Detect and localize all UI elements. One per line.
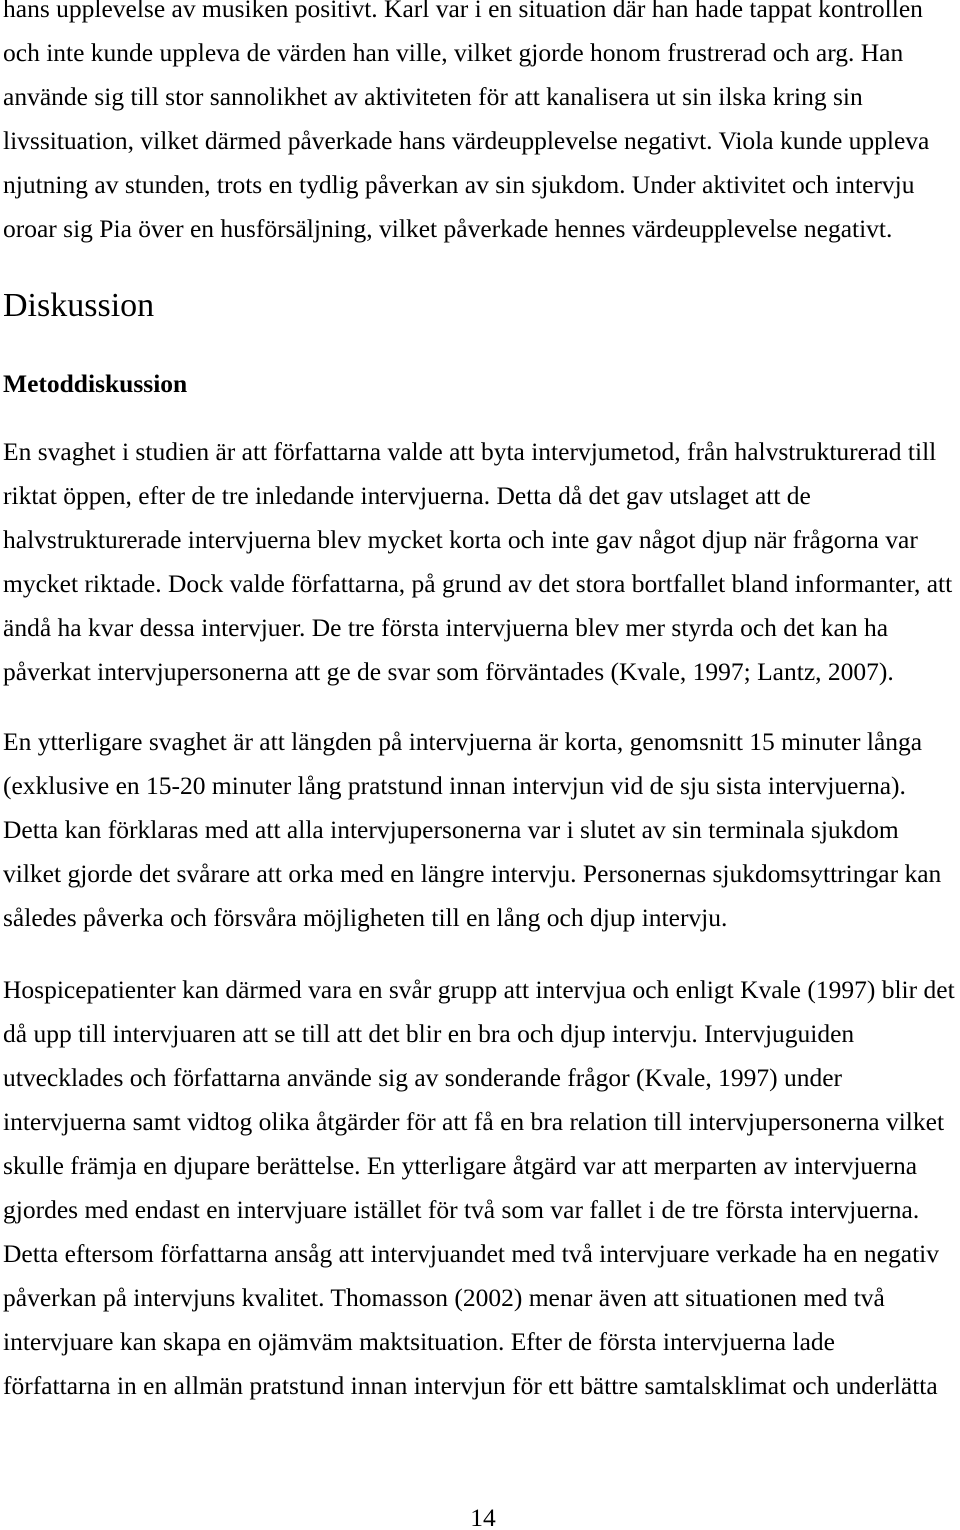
text-line: njutning av stunden, trots en tydlig påverkan av sin sjukdom. Under aktivitet och intervju bbox=[3, 170, 915, 199]
paragraph bbox=[3, 968, 955, 1408]
text-line: Detta eftersom författarna ansåg att intervjuandet med två intervjuare verkade ha en negativ bbox=[3, 1239, 939, 1268]
text-line: använde sig till stor sannolikhet av aktiviteten för att kanalisera ut sin ilska kring sin bbox=[3, 82, 863, 111]
text-line: (exklusive en 15-20 minuter lång pratstund innan intervjun vid de sju sista intervjuerna). bbox=[3, 771, 906, 800]
text-line: påverkat intervjupersonerna att ge de svar som förväntades (Kvale, 1997; Lantz, 2007). bbox=[3, 657, 894, 686]
text-line: Hospicepatienter kan därmed vara en svår grupp att intervjua och enligt Kvale (1997) blir det bbox=[3, 975, 955, 1004]
section-heading: Diskussion bbox=[3, 287, 155, 324]
text-line: Detta kan förklaras med att alla intervjupersonerna var i slutet av sin terminala sjukdom bbox=[3, 815, 899, 844]
text-line: En svaghet i studien är att författarna valde att byta intervjumetod, från halvstrukturerad till bbox=[3, 437, 937, 466]
text-line: gjordes med endast en intervjuare istället för två som var fallet i de tre första intervjuerna. bbox=[3, 1195, 920, 1224]
text-line: livssituation, vilket därmed påverkade hans värdeupplevelse negativt. Viola kunde uppleva bbox=[3, 126, 930, 155]
page-number: 14 bbox=[470, 1503, 496, 1530]
text-line: således påverka och försvåra möjligheten till en lång och djup intervju. bbox=[3, 903, 728, 932]
text-line: hans upplevelse av musiken positivt. Karl var i en situation där han hade tappat kontrollen bbox=[3, 0, 923, 23]
paragraph bbox=[3, 720, 941, 940]
text-line: oroar sig Pia över en husförsäljning, vilket påverkade hennes värdeupplevelse negativt. bbox=[3, 214, 893, 243]
text-line: skulle främja en djupare berättelse. En ytterligare åtgärd var att merparten av intervjuerna bbox=[3, 1151, 918, 1180]
text-line: intervjuerna samt vidtog olika åtgärder för att få en bra relation till intervjupersonerna vilket bbox=[3, 1107, 945, 1136]
paragraph-continuation bbox=[3, 0, 929, 251]
text-line: och inte kunde uppleva de värden han ville, vilket gjorde honom frustrerad och arg. Han bbox=[3, 38, 904, 67]
text-line: påverkan på intervjuns kvalitet. Thomasson (2002) menar även att situationen med två bbox=[3, 1283, 885, 1312]
text-line: ändå ha kvar dessa intervjuer. De tre första intervjuerna blev mer styrda och det kan ha bbox=[3, 613, 889, 642]
text-line: då upp till intervjuaren att se till att det blir en bra och djup intervju. Intervjuguiden bbox=[3, 1019, 855, 1048]
text-line: En ytterligare svaghet är att längden på intervjuerna är korta, genomsnitt 15 minuter långa bbox=[3, 727, 923, 756]
text-line: riktat öppen, efter de tre inledande intervjuerna. Detta då det gav utslaget att de bbox=[3, 481, 811, 510]
text-line: intervjuare kan skapa en ojämväm maktsituation. Efter de första intervjuerna lade bbox=[3, 1327, 835, 1356]
subsection-heading: Metoddiskussion bbox=[3, 369, 188, 398]
text-line: mycket riktade. Dock valde författarna, på grund av det stora bortfallet bland informanter, att bbox=[3, 569, 953, 598]
paragraph bbox=[3, 430, 952, 694]
text-line: utvecklades och författarna använde sig av sonderande frågor (Kvale, 1997) under bbox=[3, 1063, 843, 1092]
text-line: vilket gjorde det svårare att orka med en längre intervju. Personernas sjukdomsyttringar kan bbox=[3, 859, 942, 888]
text-line: författarna in en allmän pratstund innan intervjun för ett bättre samtalsklimat och underlätta bbox=[3, 1371, 938, 1400]
text-line: halvstrukturerade intervjuerna blev mycket korta och inte gav något djup när frågorna var bbox=[3, 525, 918, 554]
